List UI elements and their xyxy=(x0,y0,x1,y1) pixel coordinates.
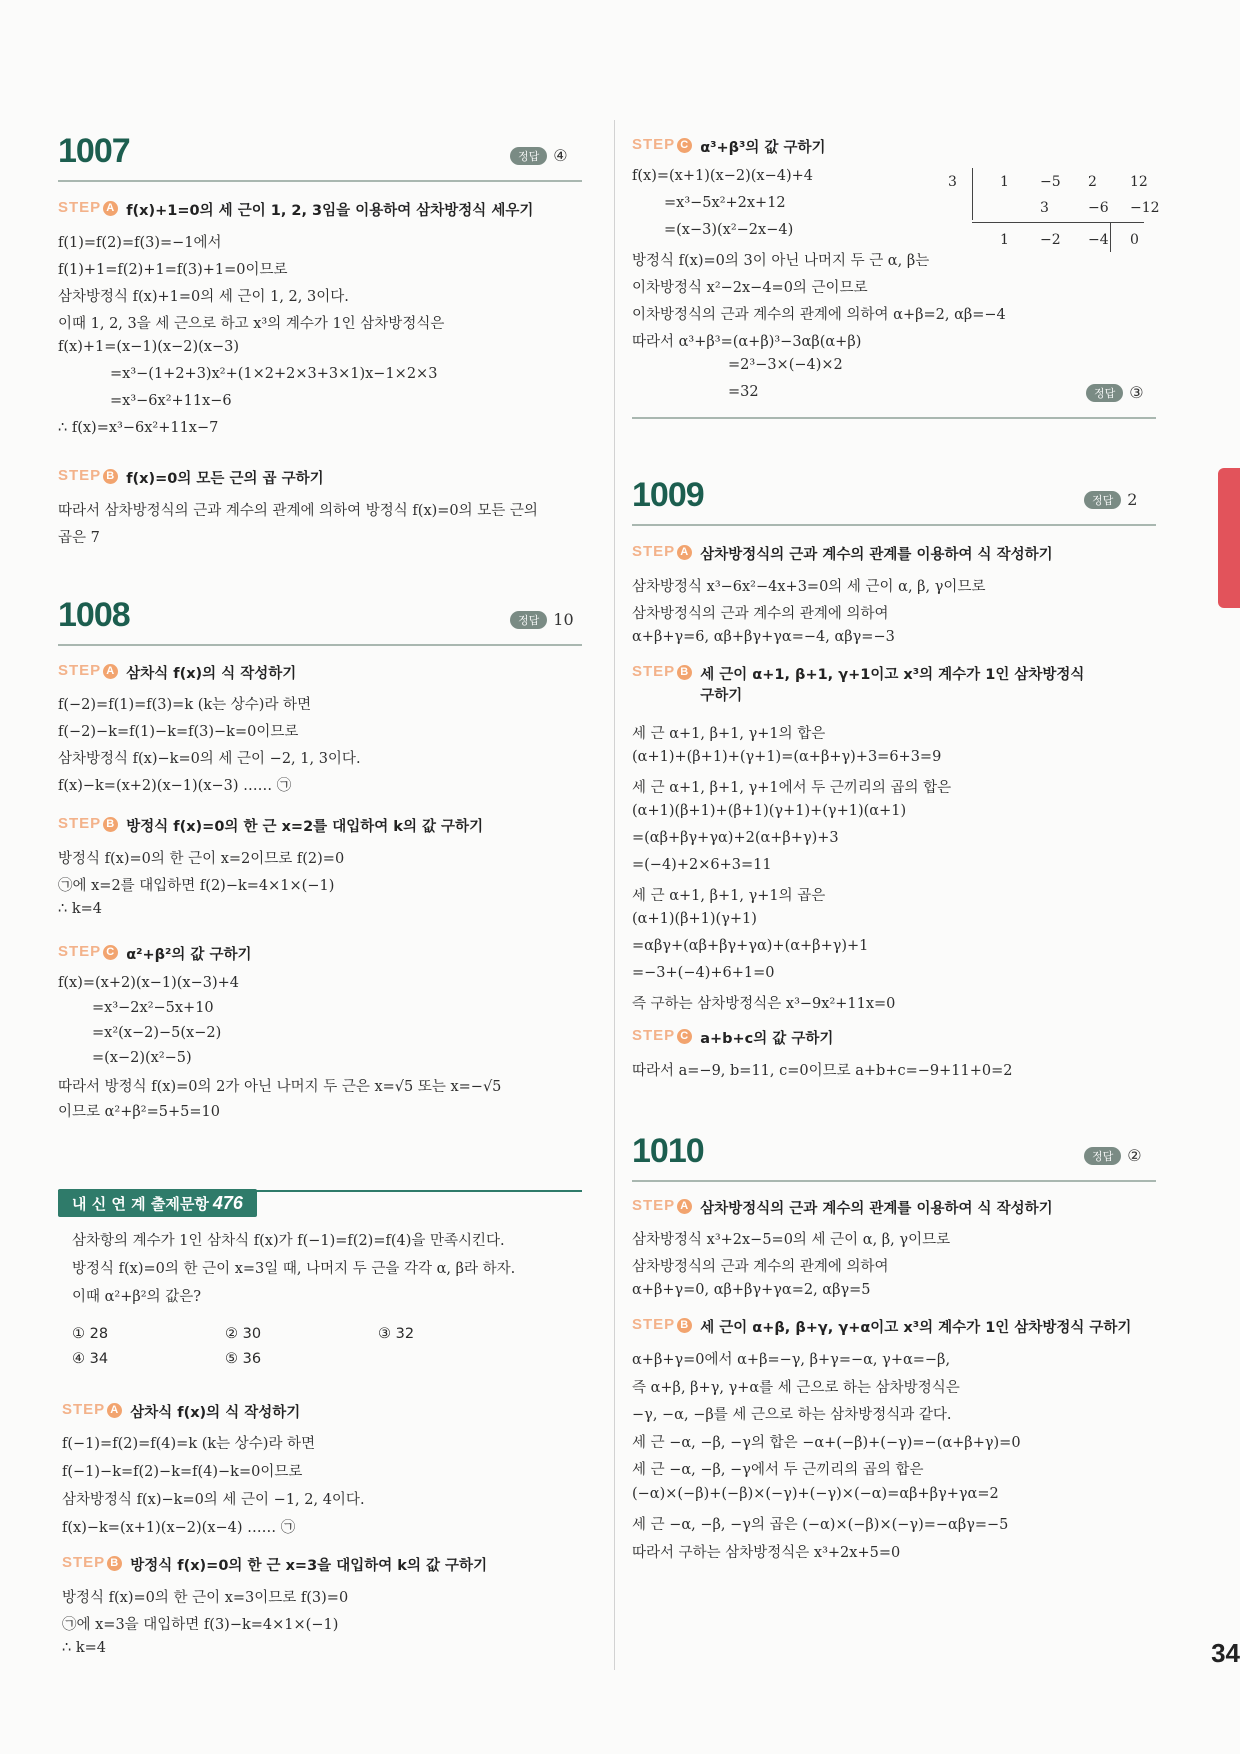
step-heading xyxy=(58,815,483,836)
synth-cell: −5 xyxy=(1040,174,1061,190)
solution-line: f(x)+1=(x−1)(x−2)(x−3) xyxy=(58,339,239,355)
step-letter-icon: A xyxy=(677,1199,692,1214)
step-heading xyxy=(62,1554,487,1575)
step-title: α²+β²의 값 구하기 xyxy=(126,947,252,963)
step-tag xyxy=(58,199,118,216)
answer-option[interactable]: ⑤ 36 xyxy=(225,1351,262,1367)
step-letter-icon: B xyxy=(103,817,118,832)
step-letter-icon: A xyxy=(677,545,692,560)
step-tag xyxy=(58,815,118,832)
solution-line: =32 xyxy=(728,384,759,400)
solution-line: ∴ k=4 xyxy=(62,1640,106,1656)
side-chapter-tab[interactable] xyxy=(1218,468,1240,608)
solution-line: α+β+γ=0, αβ+βγ+γα=2, αβγ=5 xyxy=(632,1282,871,1298)
step-title-wrap xyxy=(130,1554,487,1575)
solution-line: 삼차방정식 f(x)+1=0의 세 근이 1, 2, 3이다. xyxy=(58,289,349,305)
related-problem-label: 내 신 연 계 출제문항 xyxy=(72,1195,209,1213)
column-divider xyxy=(614,120,615,1670)
step-tag xyxy=(632,136,692,153)
step-heading xyxy=(58,662,296,683)
solution-line: 세 근 −α, −β, −γ의 합은 −α+(−β)+(−γ)=−(α+β+γ)=0 xyxy=(632,1434,1021,1451)
step-label: STEP xyxy=(632,1197,676,1214)
solution-line: 따라서 삼차방정식의 근과 계수의 관계에 의하여 방정식 f(x)=0의 모든 근의 xyxy=(58,503,538,519)
step-title-wrap xyxy=(700,136,825,157)
solution-line: (α+1)(β+1)(γ+1) xyxy=(632,911,757,927)
solution-line: =(x−3)(x²−2x−4) xyxy=(664,222,794,238)
solution-line: =−3+(−4)+6+1=0 xyxy=(632,965,775,981)
step-heading xyxy=(632,136,826,157)
step-label: STEP xyxy=(632,663,676,680)
step-title-wrap xyxy=(126,199,533,220)
section-rule xyxy=(632,524,1156,526)
answer-value: ④ xyxy=(553,146,568,165)
solution-line: f(−2)−k=f(1)−k=f(3)−k=0이므로 xyxy=(58,724,299,740)
solution-line: 삼차항의 계수가 1인 삼차식 f(x)가 f(−1)=f(2)=f(4)을 만족시킨다. xyxy=(72,1233,505,1249)
step-tag xyxy=(58,467,118,484)
answer-badge: 정답 xyxy=(510,147,547,165)
solution-line: 곱은 7 xyxy=(58,530,100,546)
answer-label xyxy=(1086,383,1144,402)
step-title: 삼차방정식의 근과 계수의 관계를 이용하여 식 작성하기 xyxy=(700,547,1053,563)
synth-cell: −12 xyxy=(1130,200,1160,216)
step-heading xyxy=(632,663,1084,705)
answer-value: ② xyxy=(1127,1146,1142,1165)
step-title: f(x)+1=0의 세 근이 1, 2, 3임을 이용하여 삼차방정식 세우기 xyxy=(126,203,534,219)
answer-label xyxy=(510,146,568,165)
solution-line: 이차방정식 x²−2x−4=0의 근이므로 xyxy=(632,280,868,296)
step-heading xyxy=(632,1197,1053,1218)
step-title: f(x)=0의 모든 근의 곱 구하기 xyxy=(126,471,324,487)
step-tag xyxy=(632,1316,692,1333)
solution-line: f(−1)−k=f(2)−k=f(4)−k=0이므로 xyxy=(62,1464,303,1480)
step-title: 삼차방정식의 근과 계수의 관계를 이용하여 식 작성하기 xyxy=(700,1201,1053,1217)
solution-line: 이므로 α²+β²=5+5=10 xyxy=(58,1104,220,1120)
solution-line: 삼차방정식 f(x)−k=0의 세 근이 −2, 1, 3이다. xyxy=(58,751,361,767)
section-rule xyxy=(58,644,582,646)
synth-cell: −6 xyxy=(1088,200,1109,216)
solution-line: 방정식 f(x)=0의 3이 아닌 나머지 두 근 α, β는 xyxy=(632,253,930,269)
step-title-wrap xyxy=(126,815,483,836)
step-letter-icon: A xyxy=(103,664,118,679)
problem-number: 1007 xyxy=(58,132,130,170)
solution-line: 방정식 f(x)=0의 한 근이 x=2이므로 f(2)=0 xyxy=(58,851,345,867)
step-letter-icon: A xyxy=(107,1403,122,1418)
step-label: STEP xyxy=(632,1316,676,1333)
synth-cell: −4 xyxy=(1088,232,1109,248)
page-number: 34 xyxy=(1211,1638,1240,1668)
solution-line: 세 근 −α, −β, −γ에서 두 근끼리의 곱의 합은 xyxy=(632,1462,924,1478)
step-tag xyxy=(632,1027,692,1044)
step-tag xyxy=(632,663,692,680)
box-rule xyxy=(58,1190,582,1192)
solution-line: 세 근 α+1, β+1, γ+1의 곱은 xyxy=(632,888,826,904)
solution-line: 삼차방정식의 근과 계수의 관계에 의하여 xyxy=(632,1259,889,1275)
solution-line: =x²(x−2)−5(x−2) xyxy=(92,1025,222,1041)
step-letter-icon: A xyxy=(103,201,118,216)
step-label: STEP xyxy=(58,943,102,960)
step-title-wrap xyxy=(126,662,296,683)
answer-label xyxy=(1084,490,1137,509)
solution-line: ∴ f(x)=x³−6x²+11x−7 xyxy=(58,420,219,436)
step-letter-icon: C xyxy=(677,1029,692,1044)
step-label: STEP xyxy=(632,543,676,560)
section-rule xyxy=(632,417,1156,419)
solution-line: =(αβ+βγ+γα)+2(α+β+γ)+3 xyxy=(632,830,839,846)
synth-cell: 0 xyxy=(1130,232,1139,248)
solution-line: f(1)=f(2)=f(3)=−1에서 xyxy=(58,235,222,251)
step-letter-icon: C xyxy=(677,138,692,153)
step-letter-icon: B xyxy=(677,665,692,680)
synth-remainder-box xyxy=(1110,222,1111,252)
solution-line: 세 근 −α, −β, −γ의 곱은 (−α)×(−β)×(−γ)=−αβγ=−5 xyxy=(632,1517,1009,1533)
step-title-wrap xyxy=(126,467,323,488)
answer-option[interactable]: ③ 32 xyxy=(378,1326,415,1342)
solution-line: 삼차방정식의 근과 계수의 관계에 의하여 xyxy=(632,606,889,622)
step-title: 세 근이 α+1, β+1, γ+1이고 x³의 계수가 1인 삼차방정식 xyxy=(700,667,1085,683)
step-heading xyxy=(632,1316,1131,1337)
solution-line: 세 근 α+1, β+1, γ+1의 합은 xyxy=(632,726,826,742)
solution-line: =(x−2)(x²−5) xyxy=(92,1050,192,1066)
solution-line: 즉 α+β, β+γ, γ+α를 세 근으로 하는 삼차방정식은 xyxy=(632,1379,960,1396)
solution-line: (α+1)(β+1)+(β+1)(γ+1)+(γ+1)(α+1) xyxy=(632,803,907,819)
solution-line: 세 근 α+1, β+1, γ+1에서 두 근끼리의 곱의 합은 xyxy=(632,780,952,796)
step-title: 삼차식 f(x)의 식 작성하기 xyxy=(130,1405,301,1421)
step-title-cont: 구하기 xyxy=(700,688,743,704)
answer-label xyxy=(510,610,574,629)
solution-line: =x³−(1+2+3)x²+(1×2+2×3+3×1)x−1×2×3 xyxy=(110,366,438,382)
step-tag xyxy=(62,1554,122,1571)
answer-value: ③ xyxy=(1129,383,1144,402)
step-heading xyxy=(58,199,533,220)
solution-line: 따라서 a=−9, b=11, c=0이므로 a+b+c=−9+11+0=2 xyxy=(632,1063,1013,1079)
step-heading xyxy=(632,543,1053,564)
step-title-wrap xyxy=(700,1027,833,1048)
solution-line: 따라서 구하는 삼차방정식은 x³+2x+5=0 xyxy=(632,1544,901,1561)
solution-line: 따라서 α³+β³=(α+β)³−3αβ(α+β) xyxy=(632,334,862,350)
solution-line: f(x)=(x+2)(x−1)(x−3)+4 xyxy=(58,975,239,991)
solution-line: (−α)×(−β)+(−β)×(−γ)+(−γ)×(−α)=αβ+βγ+γα=2 xyxy=(632,1485,999,1502)
solution-line: f(x)−k=(x+1)(x−2)(x−4) …… ㉠ xyxy=(62,1520,296,1536)
step-title-wrap xyxy=(130,1401,300,1422)
problem-number: 1008 xyxy=(58,596,130,634)
solution-line: 삼차방정식 f(x)−k=0의 세 근이 −1, 2, 4이다. xyxy=(62,1492,365,1508)
step-tag xyxy=(62,1401,122,1418)
solution-line: 즉 구하는 삼차방정식은 x³−9x²+11x=0 xyxy=(632,996,896,1012)
step-letter-icon: B xyxy=(677,1318,692,1333)
step-heading xyxy=(58,943,252,964)
solution-line: 삼차방정식 x³+2x−5=0의 세 근이 α, β, γ이므로 xyxy=(632,1232,951,1248)
problem-number: 1010 xyxy=(632,1132,704,1170)
solution-line: 방정식 f(x)=0의 한 근이 x=3일 때, 나머지 두 근을 각각 α, β라 하자. xyxy=(72,1261,516,1277)
answer-option[interactable]: ① 28 xyxy=(72,1326,109,1342)
solution-line: f(x)−k=(x+2)(x−1)(x−3) …… ㉠ xyxy=(58,778,292,794)
problem-number: 1009 xyxy=(632,476,704,514)
solution-line: f(−2)=f(1)=f(3)=k (k는 상수)라 하면 xyxy=(58,697,312,713)
solution-line: f(1)+1=f(2)+1=f(3)+1=0이므로 xyxy=(58,262,288,278)
solution-line: (α+1)+(β+1)+(γ+1)=(α+β+γ)+3=6+3=9 xyxy=(632,749,942,765)
step-tag xyxy=(58,943,118,960)
synth-cell: 3 xyxy=(1040,200,1049,216)
solution-line: 이차방정식의 근과 계수의 관계에 의하여 α+β=2, αβ=−4 xyxy=(632,307,1006,323)
solution-line: 삼차방정식 x³−6x²−4x+3=0의 세 근이 α, β, γ이므로 xyxy=(632,579,986,595)
step-label: STEP xyxy=(62,1401,106,1418)
step-label: STEP xyxy=(62,1554,106,1571)
step-tag xyxy=(58,662,118,679)
answer-value: 2 xyxy=(1127,490,1138,509)
step-tag xyxy=(632,543,692,560)
solution-line: =2³−3×(−4)×2 xyxy=(728,357,843,373)
answer-value: 10 xyxy=(553,610,574,629)
step-label: STEP xyxy=(632,136,676,153)
step-title: α³+β³의 값 구하기 xyxy=(700,140,826,156)
step-title: 세 근이 α+β, β+γ, γ+α이고 x³의 계수가 1인 삼차방정식 구하기 xyxy=(700,1320,1132,1336)
section-rule xyxy=(58,180,582,182)
synth-divider xyxy=(972,168,973,220)
answer-badge: 정답 xyxy=(510,611,547,629)
synth-cell: 3 xyxy=(948,174,957,190)
step-title: a+b+c의 값 구하기 xyxy=(700,1031,834,1047)
step-letter-icon: B xyxy=(103,469,118,484)
answer-option[interactable]: ② 30 xyxy=(225,1326,262,1342)
answer-label xyxy=(1084,1146,1142,1165)
step-tag xyxy=(632,1197,692,1214)
related-problem-number: 476 xyxy=(212,1193,243,1213)
solution-line: =x³−6x²+11x−6 xyxy=(110,393,232,409)
step-label: STEP xyxy=(58,467,102,484)
step-title-wrap xyxy=(700,543,1052,564)
solution-line: =αβγ+(αβ+βγ+γα)+(α+β+γ)+1 xyxy=(632,938,869,954)
solution-line: α+β+γ=0에서 α+β=−γ, β+γ=−α, γ+α=−β, xyxy=(632,1352,951,1368)
step-heading xyxy=(632,1027,833,1048)
synth-cell: 1 xyxy=(1000,232,1009,248)
step-title: 방정식 f(x)=0의 한 근 x=2를 대입하여 k의 값 구하기 xyxy=(126,819,484,835)
answer-option[interactable]: ④ 34 xyxy=(72,1351,109,1367)
solution-line: −γ, −α, −β를 세 근으로 하는 삼차방정식과 같다. xyxy=(632,1407,952,1423)
related-problem-title xyxy=(58,1189,257,1217)
solution-line: 따라서 방정식 f(x)=0의 2가 아닌 나머지 두 근은 x=√5 또는 x=−√5 xyxy=(58,1079,502,1095)
synth-cell: 2 xyxy=(1088,174,1097,190)
solution-line: 방정식 f(x)=0의 한 근이 x=3이므로 f(3)=0 xyxy=(62,1590,349,1606)
solution-line: α+β+γ=6, αβ+βγ+γα=−4, αβγ=−3 xyxy=(632,629,895,645)
solution-line: =(−4)+2×6+3=11 xyxy=(632,857,772,873)
step-title: 방정식 f(x)=0의 한 근 x=3을 대입하여 k의 값 구하기 xyxy=(130,1558,488,1574)
step-title: 삼차식 f(x)의 식 작성하기 xyxy=(126,666,297,682)
step-letter-icon: B xyxy=(107,1556,122,1571)
step-title-wrap xyxy=(700,663,1084,705)
synth-cell: 1 xyxy=(1000,174,1009,190)
step-heading xyxy=(58,467,324,488)
step-letter-icon: C xyxy=(103,945,118,960)
step-label: STEP xyxy=(58,815,102,832)
solution-line: =x³−5x²+2x+12 xyxy=(664,195,786,211)
synth-cell: −2 xyxy=(1040,232,1061,248)
solution-line: ㉠에 x=2를 대입하면 f(2)−k=4×1×(−1) xyxy=(58,878,335,894)
solution-line: f(−1)=f(2)=f(4)=k (k는 상수)라 하면 xyxy=(62,1436,316,1452)
synth-rule xyxy=(972,222,1144,223)
solution-line: ∴ k=4 xyxy=(58,901,102,917)
solution-line: f(x)=(x+1)(x−2)(x−4)+4 xyxy=(632,168,813,184)
answer-badge: 정답 xyxy=(1084,1147,1121,1165)
step-label: STEP xyxy=(632,1027,676,1044)
step-title-wrap xyxy=(700,1316,1131,1337)
solution-line: 이때 1, 2, 3을 세 근으로 하고 x³의 계수가 1인 삼차방정식은 xyxy=(58,316,445,332)
section-rule xyxy=(632,1180,1156,1182)
step-heading xyxy=(62,1401,300,1422)
step-label: STEP xyxy=(58,199,102,216)
synthetic-division xyxy=(948,172,1160,272)
step-title-wrap xyxy=(126,943,251,964)
answer-badge: 정답 xyxy=(1084,491,1121,509)
step-title-wrap xyxy=(700,1197,1052,1218)
answer-badge: 정답 xyxy=(1086,384,1123,402)
solution-line: 이때 α²+β²의 값은? xyxy=(72,1289,201,1305)
synth-cell: 12 xyxy=(1130,174,1148,190)
step-label: STEP xyxy=(58,662,102,679)
solution-line: =x³−2x²−5x+10 xyxy=(92,1000,214,1016)
solution-line: ㉠에 x=3을 대입하면 f(3)−k=4×1×(−1) xyxy=(62,1617,339,1633)
